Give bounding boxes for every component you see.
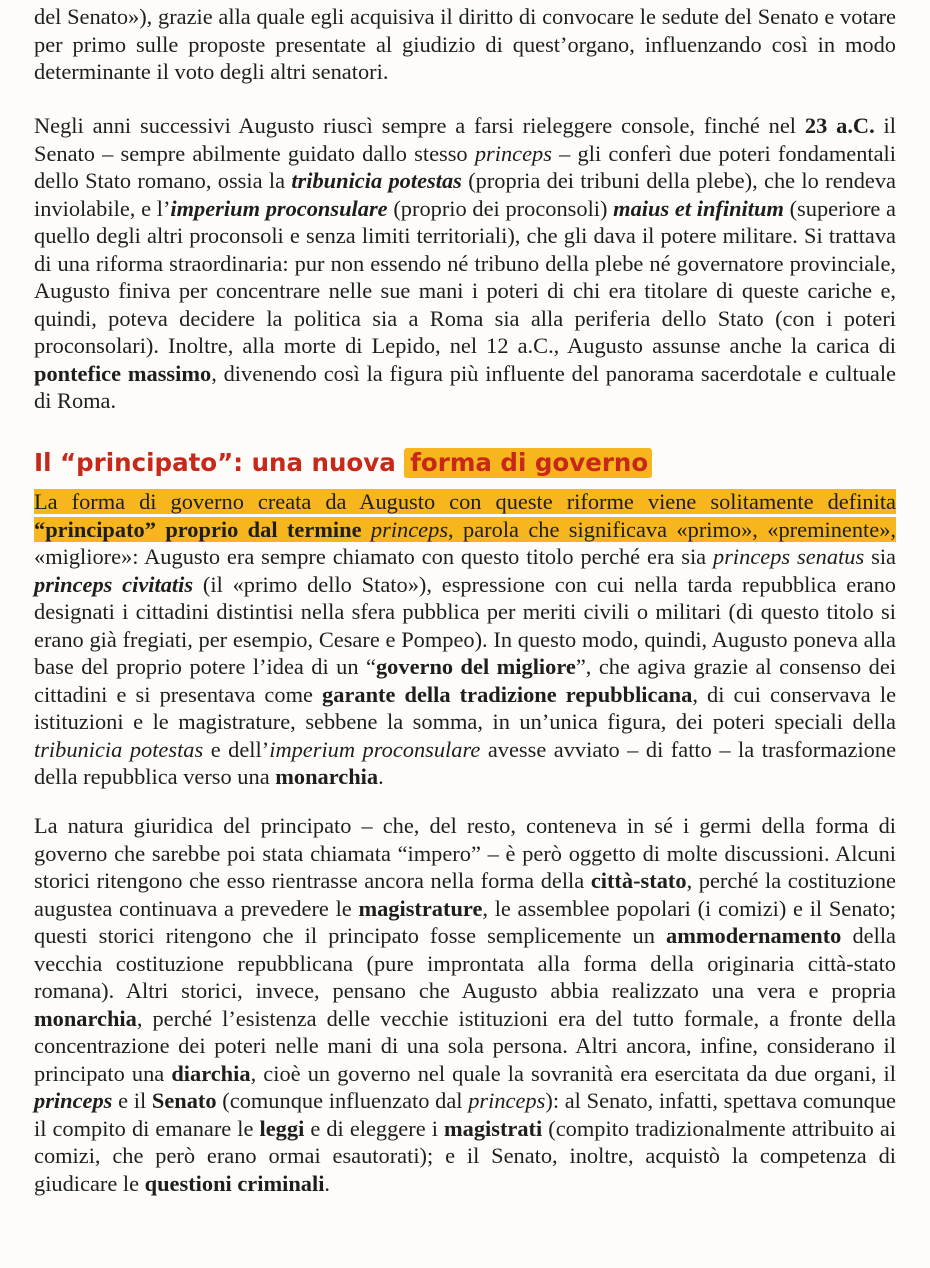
text-run: (il «primo dello Stato»), espressione con cui nella tarda repubblica erano designati i cittadini distintisi nella sfera pubblica per meriti civili o militari (di questo titolo si erano già fregiati, per esempio, Cesare e Pompeo). In questo modo, quindi, Augusto poneva alla base del proprio potere l’idea di un “ — [34, 571, 897, 679]
italic-term: princeps — [370, 516, 449, 542]
text-run: , cioè un governo nel quale la sovranità era esercitata da due organi, il — [250, 1060, 896, 1086]
text-run: avesse avviato – di fatto – la trasformazione della repubblica verso una — [34, 736, 897, 789]
italic-term: princeps — [474, 140, 552, 166]
text-run: del Senato»), grazie alla quale egli acquisiva il diritto di convocare le sedute del Senato e votare per primo sulle proposte presentate al giudizio di quest’organo, influenzando così in modo determinante il voto degli altri senatori. — [34, 4, 896, 84]
text-run: sia — [864, 544, 896, 569]
text-run: , le assemblee popolari (i comizi) e il Senato; questi storici ritengono che il principato fosse semplicemente un — [34, 895, 896, 948]
text-run: ”, che agiva grazie al consenso dei cittadini e si presentava come — [34, 654, 897, 707]
quote-mark: “ — [34, 516, 46, 542]
paragraph-senate-powers — [34, 3, 896, 86]
text-run: La forma di governo creata da Augusto con queste riforme viene solitamente definita — [34, 489, 896, 514]
paragraph-legal-nature — [34, 812, 896, 1197]
bold-term: Senato — [151, 1088, 217, 1113]
text-run: «migliore»: Augusto era sempre chiamato con questo titolo perché era sia — [34, 544, 714, 569]
bold-term: governo del migliore — [375, 654, 576, 679]
text-run: ): al Senato, infatti, spettava comunque il compito di emanare le — [34, 1088, 896, 1141]
text-run: il Senato – sempre abilmente guidato dallo stesso — [34, 113, 896, 166]
bold-term: ammodernamento — [666, 923, 842, 948]
paragraph-principato-definition — [34, 488, 896, 791]
bold-italic-term: princeps — [34, 1088, 113, 1113]
italic-term: tribunicia potestas — [34, 736, 204, 762]
text-run: La natura giuridica del principato – che, del resto, conteneva in sé i germi della forma di governo che sarebbe poi stata chiamata “impero” – è però oggetto di molte discussioni. Alcuni storici ritengono che esso rientrasse ancora nella forma della — [34, 813, 896, 893]
bold-term: questioni criminali — [144, 1170, 325, 1196]
highlighted-sentence — [34, 489, 896, 542]
italic-term: imperium proconsulare — [269, 736, 481, 762]
text-run: e il — [112, 1088, 152, 1113]
italic-term: princeps senatus — [713, 544, 865, 569]
section-heading — [34, 448, 652, 477]
text-run: , perché l’esistenza delle vecchie istituzioni era del tutto formale, a fronte della concentrazione dei poteri nelle mani di una sola persona. Altri ancora, infine, considerano il principato una — [34, 1005, 896, 1086]
italic-term: princeps — [468, 1088, 546, 1113]
text-run: (proprio dei proconsoli) — [387, 195, 614, 221]
text-run: (comunque influenzato dal — [216, 1088, 469, 1113]
bold-term: magistrati — [443, 1115, 543, 1141]
text-run: . — [324, 1170, 331, 1196]
text-run: (propria dei tribuni della plebe), che lo rendeva inviolabile, e l’ — [34, 168, 896, 221]
text-run: – gli conferì due poteri fondamentali dello Stato romano, ossia la — [34, 140, 896, 193]
bold-italic-term: tribunicia potestas — [291, 168, 462, 193]
bold-term: città-stato — [590, 868, 687, 893]
text-run: , perché la costituzione augustea continuava a prevedere le — [34, 868, 896, 921]
text-run: e di eleggere i — [304, 1115, 444, 1141]
bold-term: leggi — [259, 1115, 305, 1141]
bold-term: magistrature — [358, 895, 483, 921]
bold-italic-term: princeps civitatis — [34, 571, 194, 597]
text-run: , divenendo così la figura più influente del panorama sacerdotale e cultuale di Roma. — [34, 360, 896, 413]
bold-term: garante della tradizione repubblicana — [322, 681, 693, 707]
bold-term: 23 a.C. — [804, 113, 875, 138]
text-run: , parola che significava «primo», «preminente», — [448, 516, 896, 542]
bold-term: monarchia — [275, 764, 379, 789]
text-run: ” proprio dal termine — [144, 516, 371, 542]
text-run: . — [378, 764, 384, 789]
text-run: e dell’ — [203, 736, 270, 762]
bold-italic-term: maius et infinitum — [613, 195, 784, 221]
bold-italic-term: imperium proconsulare — [170, 195, 388, 221]
bold-term: principato — [45, 516, 145, 542]
heading-highlight: forma di governo — [404, 448, 652, 478]
text-run: , di cui conservava le istituzioni e le magistrature, sebbene la somma, in un’unica figura, dei poteri speciali della — [34, 681, 897, 734]
text-run: Negli anni successivi Augusto riuscì sempre a farsi rieleggere console, finché nel — [34, 113, 805, 138]
heading-text: Il “principato”: una nuova — [34, 448, 396, 477]
bold-term: monarchia — [34, 1005, 137, 1031]
bold-term: pontefice massimo — [34, 360, 212, 386]
text-run: (compito tradizionalmente attribuito ai comizi, che però erano ormai esautorati); e il Senato, inoltre, acquistò la competenza di giudicare le — [34, 1115, 896, 1196]
paragraph-augustus-powers — [34, 112, 896, 415]
bold-term: diarchia — [171, 1060, 251, 1086]
text-run: (superiore a quello degli altri proconsoli e senza limiti territoriali), che gli dava il potere militare. Si trattava di una riforma straordinaria: pur non essendo né tribuno della plebe né governatore provinciale, Augusto finiva per concentrare nelle sue mani i poteri di chi era titolare di queste cariche e, quindi, poteva decidere la politica sia a Roma sia alla periferia dello Stato (con i poteri proconsolari). Inoltre, alla morte di Lepido, nel 12 a.C., Augusto assunse anche la carica di — [34, 195, 896, 358]
text-run: della vecchia costituzione repubblicana (pure improntata alla forma della originaria città-stato romana). Altri storici, invece, pensano che Augusto abbia realizzato una vera e propria — [34, 923, 896, 1003]
